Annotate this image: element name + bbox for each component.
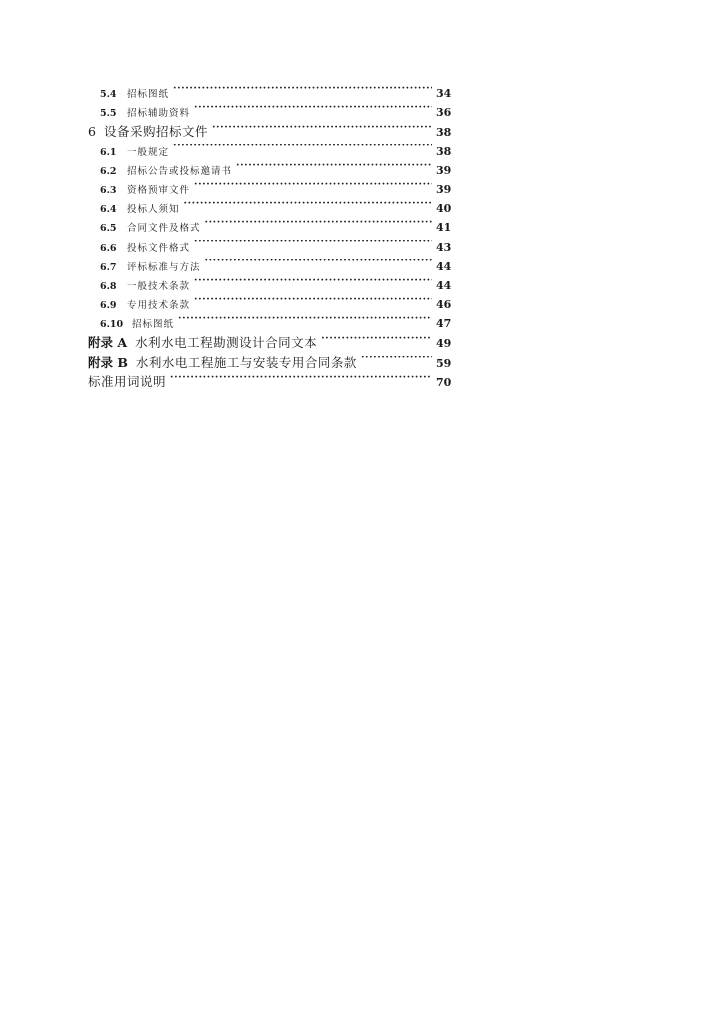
dot-leader — [236, 163, 432, 175]
toc-page-number: 40 — [436, 202, 452, 216]
toc-entry-6-3[interactable] — [88, 180, 450, 199]
toc-page-number: 70 — [436, 375, 452, 389]
toc-page-number: 34 — [436, 87, 452, 100]
toc-page-number: 39 — [436, 163, 452, 177]
toc-title: 设备采购招标文件 — [103, 124, 208, 140]
toc-title: 评标标准与方法 — [127, 261, 201, 273]
toc-number: 6.9 — [100, 300, 117, 312]
toc-number: 5.5 — [100, 108, 117, 120]
toc-entry-5-5[interactable] — [88, 103, 450, 122]
toc-number: 附录 A — [88, 335, 128, 351]
toc-title: 一般技术条款 — [127, 280, 191, 292]
toc-page-number: 38 — [436, 126, 452, 140]
dot-leader — [361, 356, 432, 368]
dot-leader — [184, 201, 432, 213]
toc-title: 一般规定 — [127, 146, 170, 158]
toc-number: 6.4 — [100, 204, 117, 216]
toc-title: 招标图纸 — [132, 319, 175, 331]
dot-leader — [194, 105, 432, 117]
toc-title: 水利水电工程施工与安装专用合同条款 — [135, 354, 357, 370]
toc-title: 专用技术条款 — [127, 300, 191, 312]
dot-leader — [170, 375, 432, 387]
toc-page-number: 44 — [436, 278, 452, 292]
toc-page-number: 47 — [436, 317, 452, 331]
toc-page-number: 43 — [436, 240, 452, 254]
dot-leader — [321, 336, 432, 348]
toc-entry-6-5[interactable] — [88, 218, 450, 237]
toc-title: 招标图纸 — [127, 89, 170, 100]
toc-title: 招标公告或投标邀请书 — [127, 165, 233, 177]
toc-number: 5.4 — [100, 89, 117, 100]
toc-title: 投标文件格式 — [127, 242, 191, 254]
dot-leader — [194, 182, 432, 194]
toc-entry-6-10[interactable] — [88, 314, 450, 333]
toc-page-number: 36 — [436, 106, 452, 120]
dot-leader — [173, 86, 432, 98]
toc-title: 水利水电工程勘测设计合同文本 — [135, 335, 318, 351]
toc-page-number: 46 — [436, 298, 452, 312]
toc-entry-5-4[interactable] — [88, 84, 450, 103]
toc-entry-6[interactable] — [88, 122, 450, 141]
toc-number: 附录 B — [88, 354, 128, 370]
table-of-contents — [88, 84, 450, 391]
dot-leader — [212, 125, 432, 137]
toc-number: 6.3 — [100, 184, 117, 196]
toc-page-number: 41 — [436, 221, 452, 235]
dot-leader — [205, 220, 432, 232]
toc-title: 标准用词说明 — [88, 373, 167, 389]
toc-title: 资格预审文件 — [127, 184, 191, 196]
toc-entry-6-9[interactable] — [88, 295, 450, 314]
dot-leader — [173, 144, 432, 156]
toc-number: 6.2 — [100, 165, 117, 177]
toc-title: 投标人须知 — [127, 204, 180, 216]
toc-entry-6-4[interactable] — [88, 199, 450, 218]
toc-number: 6.1 — [100, 146, 117, 158]
toc-entry-appendix-a[interactable] — [88, 333, 450, 352]
toc-entry-terminology[interactable] — [88, 372, 450, 391]
toc-number: 6.10 — [100, 319, 124, 331]
dot-leader — [194, 278, 432, 290]
dot-leader — [178, 316, 432, 328]
toc-title: 合同文件及格式 — [127, 223, 201, 235]
toc-number: 6.6 — [100, 242, 117, 254]
toc-number: 6.5 — [100, 223, 117, 235]
toc-title: 招标辅助资料 — [127, 108, 191, 120]
toc-entry-6-8[interactable] — [88, 276, 450, 295]
toc-page-number: 59 — [436, 356, 452, 370]
toc-number: 6.8 — [100, 280, 117, 292]
dot-leader — [205, 259, 432, 271]
toc-entry-6-7[interactable] — [88, 257, 450, 276]
toc-number: 6 — [88, 124, 96, 140]
dot-leader — [194, 297, 432, 309]
toc-entry-6-2[interactable] — [88, 161, 450, 180]
toc-number: 6.7 — [100, 261, 117, 273]
toc-entry-6-1[interactable] — [88, 142, 450, 161]
toc-page-number: 49 — [436, 337, 452, 351]
toc-page-number: 44 — [436, 259, 452, 273]
dot-leader — [194, 240, 432, 252]
toc-page-number: 39 — [436, 182, 452, 196]
toc-entry-appendix-b[interactable] — [88, 353, 450, 372]
toc-page-number: 38 — [436, 144, 452, 158]
toc-entry-6-6[interactable] — [88, 238, 450, 257]
